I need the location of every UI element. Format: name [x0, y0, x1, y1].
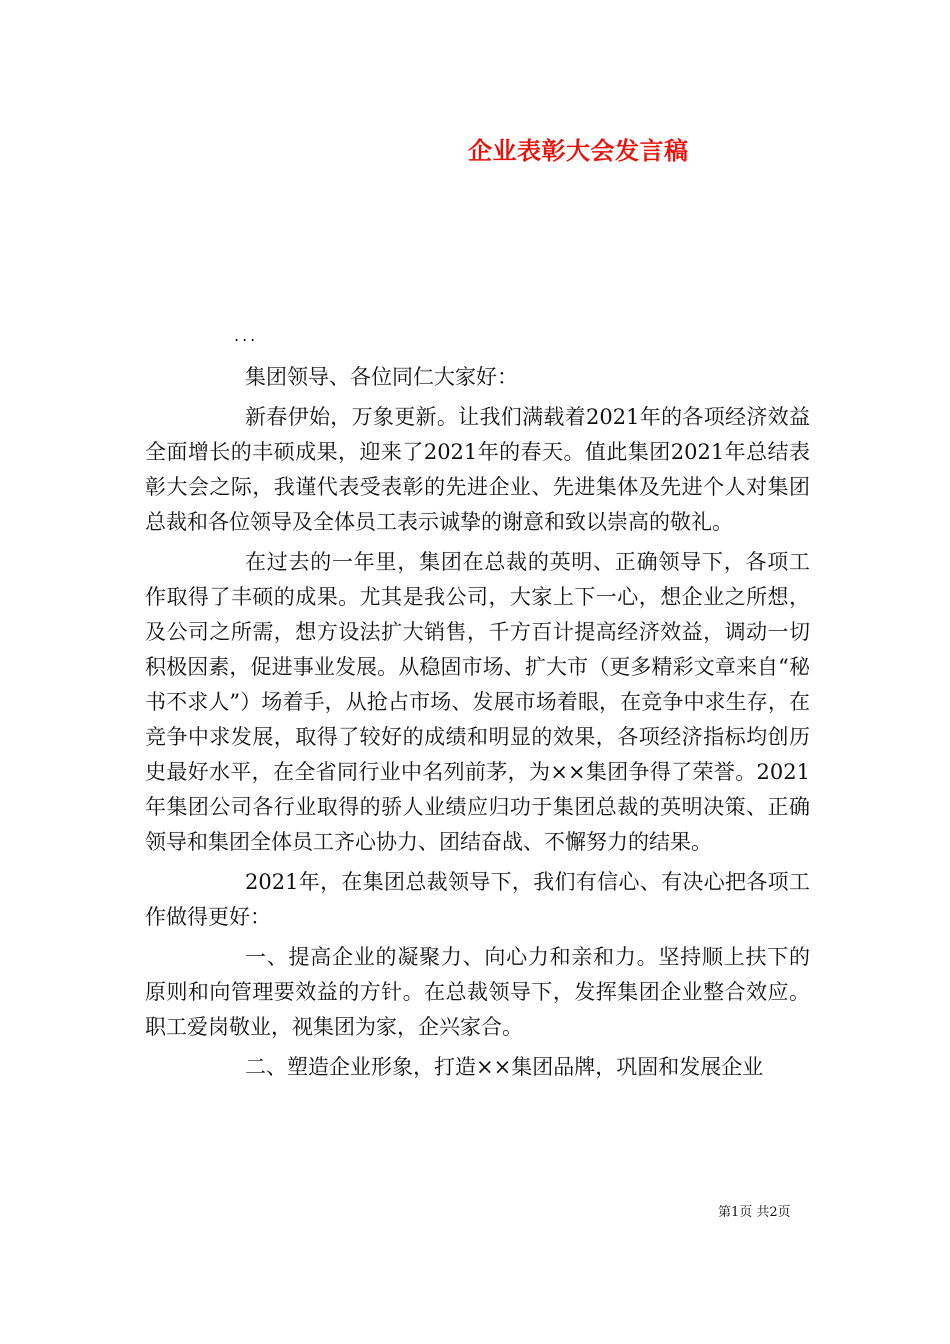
paragraph-review: 在过去的一年里，集团在总裁的英明、正确领导下，各项工作取得了丰硕的成果。尤其是我公司，大家上下一心，想企业之所想，及公司之所需，想方设法扩大销售，千方百计提高经济效益，调动一切积极因素，促进事业发展。从稳固市场、扩大市（更多精彩文章来自“秘书不求人”）场着手，从抢占市场、发展市场着眼，在竞争中求生存，在竞争中求发展，取得了较好的成绩和明显的效果，各项经济指标均创历史最好水平，在全省同行业中名列前茅，为××集团争得了荣誉。2021年集团公司各行业取得的骄人业绩应归功于集团总裁的英明决策、正确领导和集团全体员工齐心协力、团结奋战、不懈努力的结果。 [145, 550, 810, 854]
page-number-footer: 第1页 共2页 [718, 1205, 791, 1220]
ellipsis-marker: ... [234, 326, 259, 345]
paragraph-outlook: 2021年，在集团总裁领导下，我们有信心、有决心把各项工作做得更好： [145, 870, 810, 929]
paragraph-point-one: 一、提高企业的凝聚力、向心力和亲和力。坚持顺上扶下的原则和向管理要效益的方针。在总裁领导下，发挥集团企业整合效应。职工爱岗敬业，视集团为家，企兴家合。 [145, 945, 810, 1039]
paragraph-opening: 新春伊始，万象更新。让我们满载着2021年的各项经济效益全面增长的丰硕成果，迎来了2021年的春天。值此集团2021年总结表彰大会之际，我谨代表受表彰的先进企业、先进集体及先进个人对集团总裁和各位领导及全体员工表示诚挚的谢意和致以崇高的敬礼。 [145, 405, 810, 534]
document-body [145, 360, 810, 1090]
greeting-line: 集团领导、各位同仁大家好： [245, 365, 518, 389]
paragraph-point-two: 二、塑造企业形象，打造××集团品牌，巩固和发展企业 [245, 1055, 764, 1079]
document-title: 企业表彰大会发言稿 [468, 136, 689, 165]
